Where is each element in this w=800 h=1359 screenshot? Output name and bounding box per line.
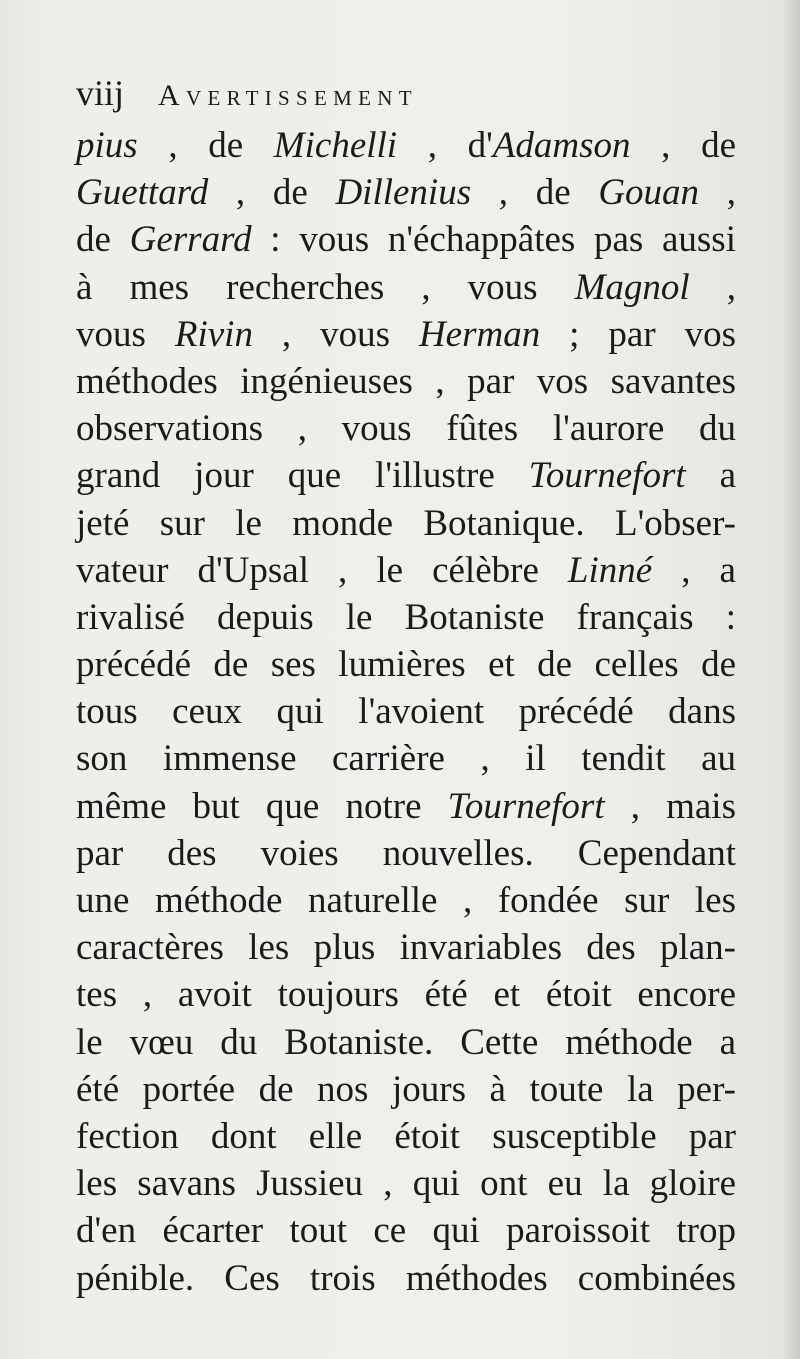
text-segment: , mais [604,785,736,827]
text-line [76,547,736,594]
text-line [76,1019,736,1066]
text-line [76,688,736,735]
text-segment: une méthode naturelle , fondée sur les [76,880,736,921]
text-segment: tes , avoit toujours été et étoit encore [76,974,736,1016]
text-line [76,1207,736,1254]
text-segment: jeté sur le monde Botanique. L'obser- [76,502,736,544]
text-line [76,783,736,830]
text-line [76,216,736,263]
text-line [76,830,736,877]
italic-name: Tournefort [447,785,605,827]
text-line [76,1255,736,1302]
text-segment: d'en écarter tout ce qui paroissoit trop [76,1210,736,1252]
text-segment: le vœu du Botaniste. Cette méthode a [76,1021,736,1063]
text-segment: son immense carrière , il tendit au [76,738,736,780]
text-segment: , de [471,172,599,214]
text-segment: ; par vos [540,313,736,355]
italic-name: Tournefort [528,455,686,497]
page-number: viij [76,73,125,113]
text-line [76,311,736,358]
body-text [76,122,736,1302]
text-segment: : vous n'échappâtes pas aussi [251,219,736,261]
italic-name: Dillenius [335,172,472,214]
text-line [76,924,736,971]
running-head: Avertissement [158,79,418,112]
italic-name: Linné [567,549,653,591]
italic-name: Herman [418,313,541,355]
page-header [76,72,716,124]
italic-name: Gerrard [129,219,252,261]
text-segment: pénible. Ces trois méthodes combinées [76,1257,736,1299]
italic-name: Magnol [574,266,690,308]
text-segment: a [685,455,736,497]
text-line [76,594,736,641]
text-segment: caractères les plus invariables des plan- [76,927,736,969]
text-line [76,735,736,782]
text-segment: de [76,219,130,261]
text-segment: , [689,266,737,308]
italic-name: Gouan [598,172,700,214]
italic-name: Guettard [76,172,209,214]
text-line [76,1160,736,1207]
text-segment: observations , vous fûtes l'aurore du [76,408,736,450]
text-segment: , d' [397,125,493,166]
text-line [76,971,736,1018]
text-segment: , [699,172,736,214]
italic-name: Michelli [273,125,398,166]
text-segment: , de [208,172,336,214]
text-segment: rivalisé depuis le Botaniste français : [76,596,736,638]
text-segment: méthodes ingénieuses , par vos savantes [76,360,736,402]
text-segment: même but que notre [76,785,448,827]
text-segment: vous [76,313,175,355]
text-line [76,452,736,499]
text-segment: , vous [252,313,419,355]
text-segment: , de [630,125,736,166]
text-segment: , de [137,125,274,166]
text-line [76,877,736,924]
text-line [76,405,736,452]
text-line [76,264,736,311]
text-segment: précédé de ses lumières et de celles de [76,644,736,686]
text-line [76,500,736,547]
text-line [76,169,736,216]
text-segment: été portée de nos jours à toute la per- [76,1068,736,1110]
text-segment: grand jour que l'illustre [76,455,529,497]
text-segment: à mes recherches , vous [76,266,575,308]
text-segment: les savans Jussieu , qui ont eu la gloire [76,1163,736,1205]
text-line [76,1113,736,1160]
italic-name: Rivin [174,313,253,355]
italic-name: Adamson [492,125,631,166]
text-line [76,122,736,169]
text-line [76,641,736,688]
text-line [76,1066,736,1113]
text-segment: fection dont elle étoit susceptible par [76,1115,736,1157]
italic-name: pius [76,125,138,166]
text-segment: tous ceux qui l'avoient précédé dans [76,691,736,733]
text-segment: , a [652,549,736,591]
text-segment: vateur d'Upsal , le célèbre [76,549,568,591]
text-segment: par des voies nouvelles. Cependant [76,832,736,874]
text-line [76,358,736,405]
